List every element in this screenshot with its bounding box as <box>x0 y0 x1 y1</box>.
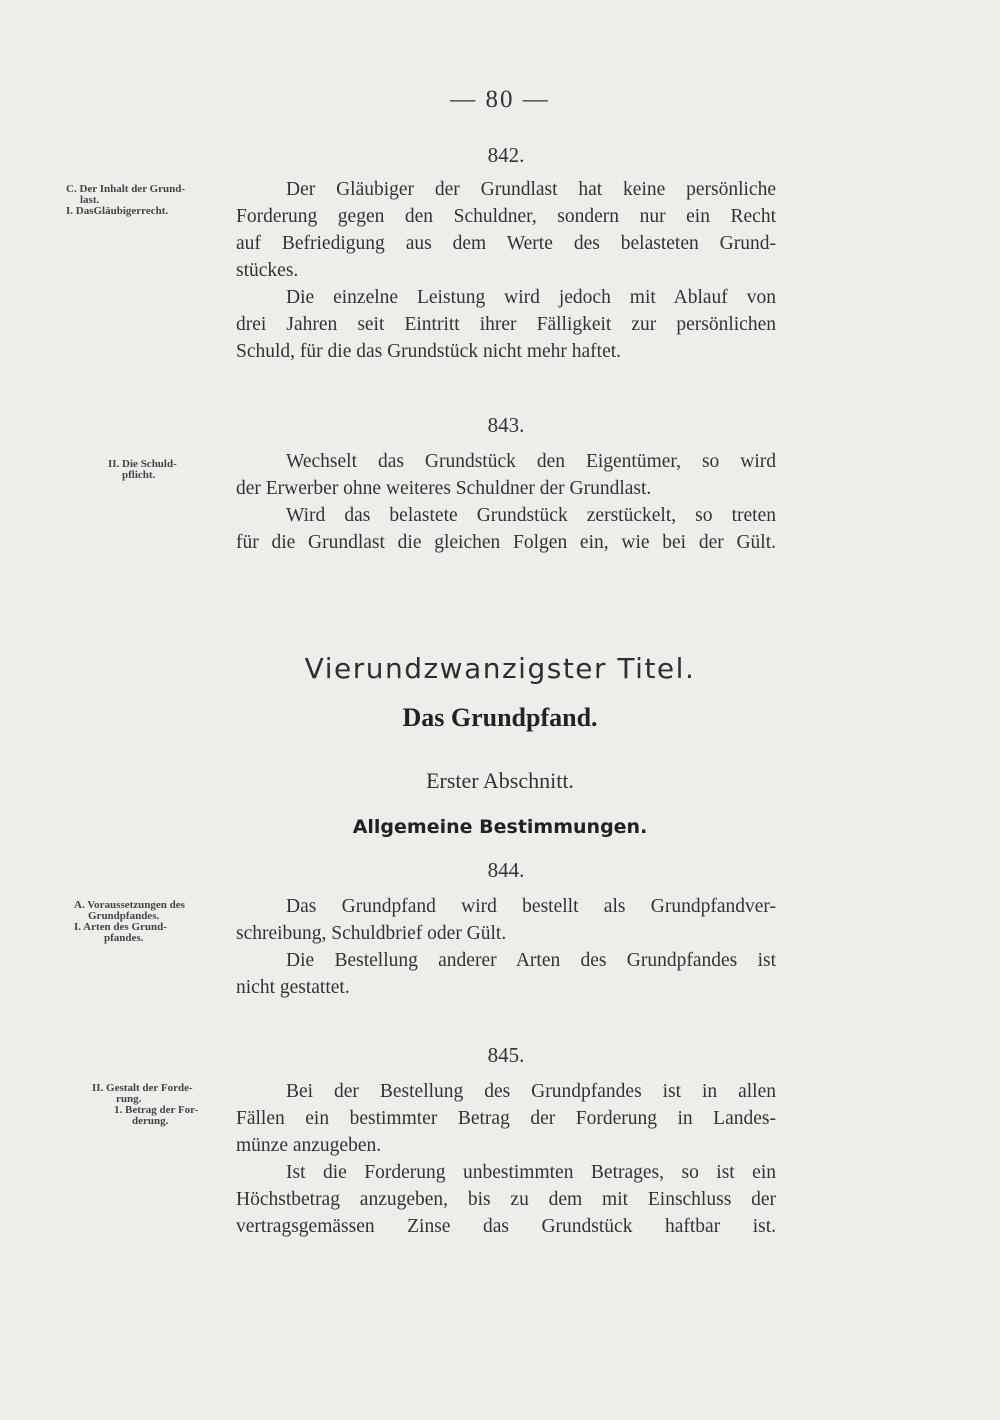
text-line: vertragsgemässen Zinse das Grundstück haftbar ist. <box>236 1216 776 1237</box>
text-line: schreibung, Schuldbrief oder Gült. <box>236 923 507 944</box>
article-text-845 <box>236 1078 776 1240</box>
margin-line: pfandes. <box>104 932 144 944</box>
article-text-843 <box>236 448 776 556</box>
margin-line: C. Der Inhalt der Grund- <box>66 183 186 195</box>
margin-line: 1. Betrag der For- <box>114 1104 199 1116</box>
article-number-842: 842. <box>487 143 525 167</box>
text-line: Ist die Forderung unbestimmten Betrages, so ist ein <box>286 1162 776 1183</box>
margin-note-845 <box>92 1083 198 1127</box>
margin-line: Grundpfandes. <box>88 910 160 922</box>
text-line: Schuld, für die das Grundstück nicht mehr haftet. <box>236 341 622 362</box>
text-line: drei Jahren seit Eintritt ihrer Fälligkeit zur persönlichen <box>236 314 776 335</box>
part-heading: Erster Abschnitt. <box>426 768 574 793</box>
text-line: der Erwerber ohne weiteres Schuldner der Grundlast. <box>236 478 652 499</box>
article-number-845: 845. <box>487 1043 525 1067</box>
margin-line: rung. <box>116 1093 142 1105</box>
margin-note-844 <box>74 900 185 944</box>
text-line: Die einzelne Leistung wird jedoch mit Ablauf von <box>286 287 776 308</box>
text-line: für die Grundlast die gleichen Folgen ein, wie bei der Gült. <box>236 532 776 553</box>
margin-note-843 <box>108 459 177 481</box>
margin-line: derung. <box>132 1115 169 1127</box>
page-number: — 80 — <box>450 86 550 113</box>
margin-line: I. Arten des Grund- <box>74 921 167 933</box>
text-line: nicht gestattet. <box>236 977 350 998</box>
article-number-843: 843. <box>487 413 525 437</box>
text-line: Wird das belastete Grundstück zerstückelt, so treten <box>286 505 776 526</box>
text-line: auf Befriedigung aus dem Werte des belasteten Grund- <box>236 233 776 254</box>
margin-line: II. Gestalt der Forde- <box>92 1082 193 1094</box>
margin-line: A. Voraussetzungen des <box>74 899 185 911</box>
margin-line: pflicht. <box>122 469 156 481</box>
text-line: münze anzugeben. <box>236 1135 382 1156</box>
text-line: Das Grundpfand wird bestellt als Grundpfandver- <box>286 896 776 917</box>
text-line: Höchstbetrag anzugeben, bis zu dem mit Einschluss der <box>236 1189 776 1210</box>
article-text-842 <box>236 176 776 365</box>
text-line: Bei der Bestellung des Grundpfandes ist in allen <box>286 1081 776 1102</box>
margin-line: last. <box>80 194 100 206</box>
text-line: Fällen ein bestimmter Betrag der Forderung in Landes- <box>236 1108 776 1129</box>
margin-note-842 <box>66 184 185 217</box>
text-line: Wechselt das Grundstück den Eigentümer, so wird <box>286 451 776 472</box>
part-subheading: Allgemeine Bestimmungen. <box>352 816 648 838</box>
title-heading: Vierundzwanzigster Titel. <box>304 652 696 685</box>
text-line: stückes. <box>236 260 299 281</box>
article-text-844 <box>236 893 776 1001</box>
text-line: Forderung gegen den Schuldner, sondern nur ein Recht <box>236 206 776 227</box>
article-number-844: 844. <box>487 858 525 882</box>
margin-line: I. DasGläubigerrecht. <box>66 205 169 217</box>
subtitle-heading: Das Grundpfand. <box>402 703 598 732</box>
margin-line: II. Die Schuld- <box>108 458 177 470</box>
text-line: Der Gläubiger der Grundlast hat keine persönliche <box>286 179 776 200</box>
text-line: Die Bestellung anderer Arten des Grundpfandes ist <box>286 950 776 971</box>
